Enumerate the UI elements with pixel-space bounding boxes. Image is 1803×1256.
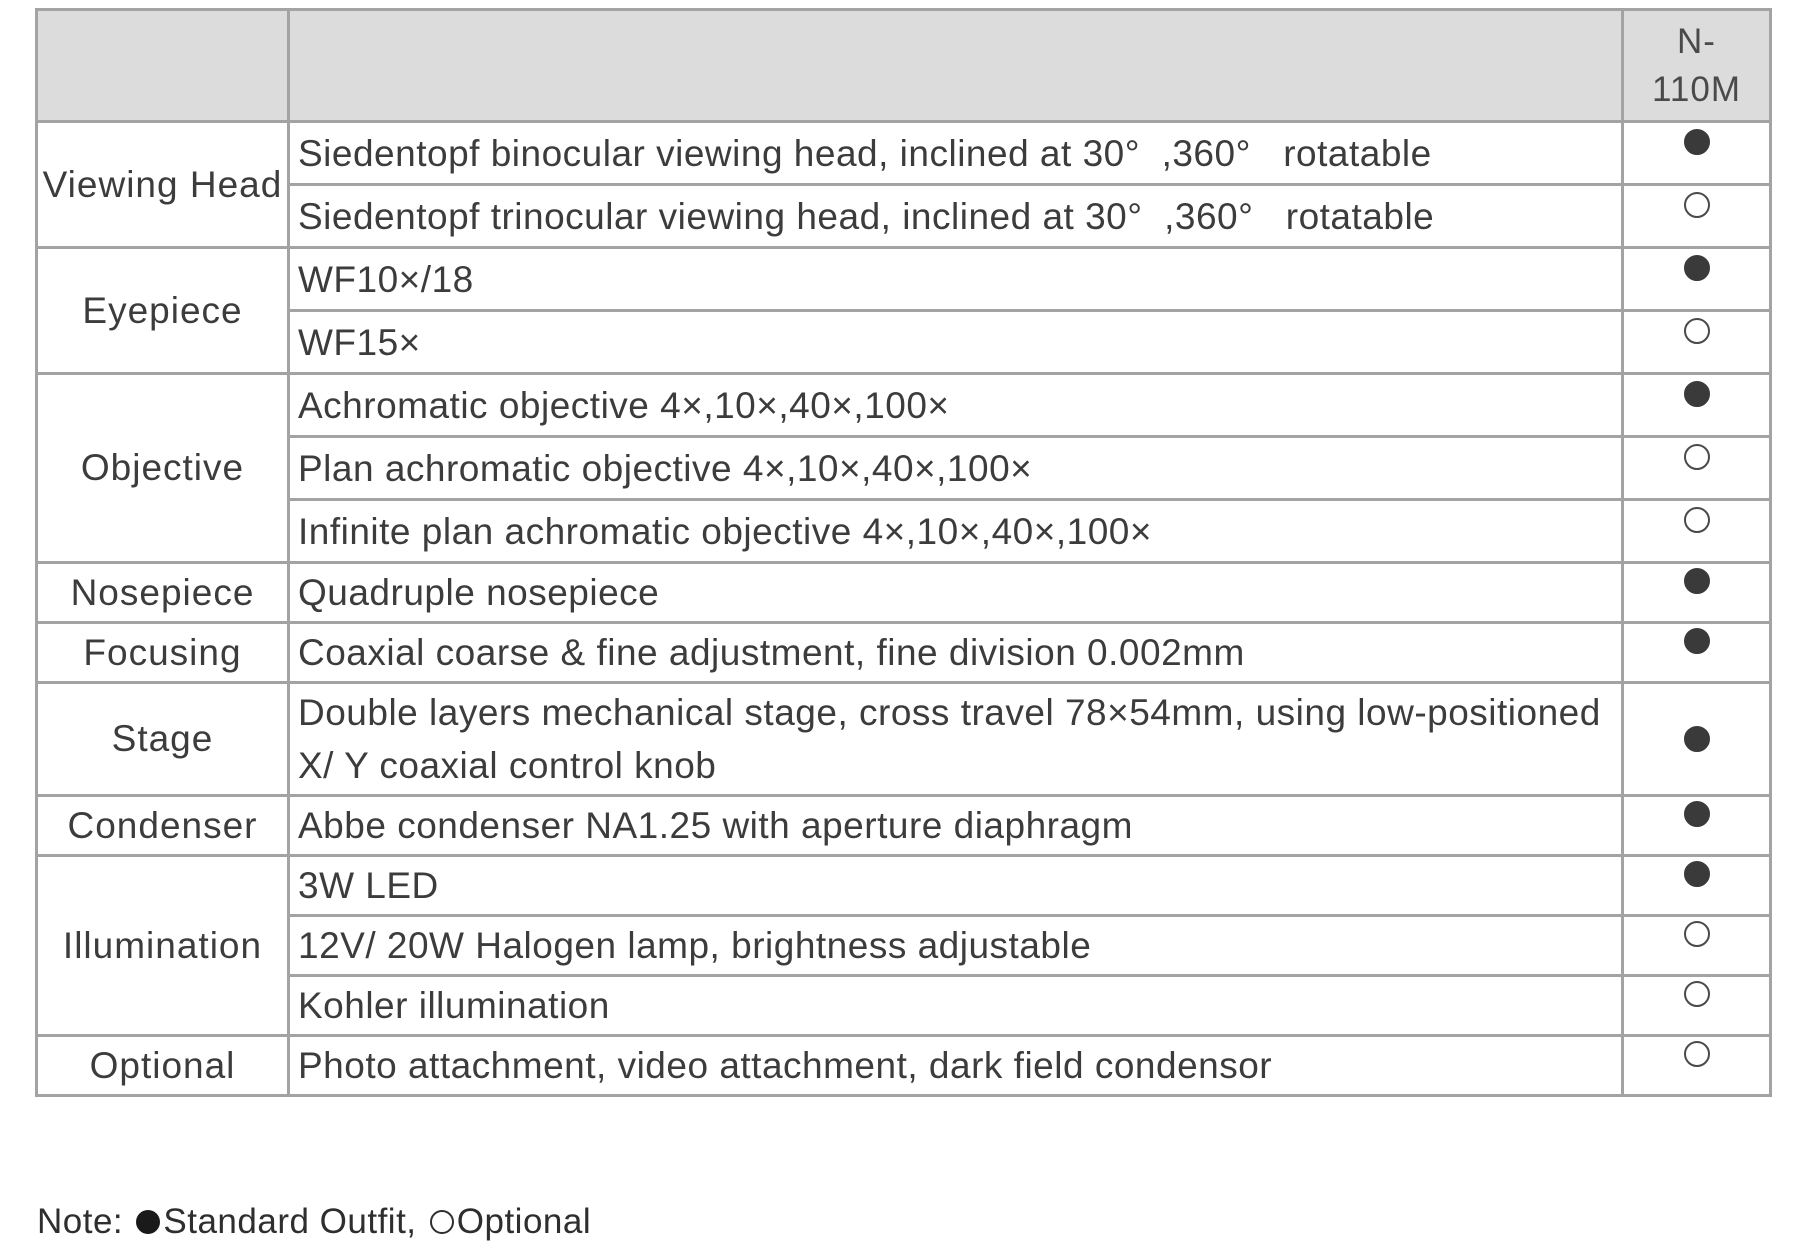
table-row	[37, 563, 1771, 623]
table-row	[37, 185, 1771, 248]
row-mark	[1623, 311, 1771, 374]
table-header-row	[37, 10, 1771, 122]
model-label-line2: 110M	[1652, 69, 1741, 109]
note-prefix: Note:	[37, 1202, 134, 1241]
table-row	[37, 856, 1771, 916]
category-condenser: Condenser	[37, 796, 289, 856]
row-description: Plan achromatic objective 4×,10×,40×,100×	[289, 437, 1623, 500]
row-description: Quadruple nosepiece	[289, 563, 1623, 623]
note-optional-label: Optional	[456, 1202, 592, 1241]
standard-filled-circle-icon	[1684, 381, 1710, 407]
row-description: Abbe condenser NA1.25 with aperture diaphragm	[289, 796, 1623, 856]
table-row	[37, 623, 1771, 683]
legend-hollow-circle-icon	[430, 1210, 454, 1234]
table-row	[37, 122, 1771, 185]
row-description: 3W LED	[289, 856, 1623, 916]
model-label-line1: N-	[1677, 21, 1716, 61]
category-viewing-head: Viewing Head	[37, 122, 289, 248]
row-description: Double layers mechanical stage, cross travel 78×54mm, using low-positioned X/ Y coaxial control knob	[289, 683, 1623, 796]
row-description: WF10×/18	[289, 248, 1623, 311]
legend-note	[37, 1200, 591, 1244]
optional-hollow-circle-icon	[1684, 318, 1710, 344]
row-mark	[1623, 500, 1771, 563]
category-eyepiece: Eyepiece	[37, 248, 289, 374]
row-description: Kohler illumination	[289, 976, 1623, 1036]
standard-filled-circle-icon	[1684, 861, 1710, 887]
category-objective: Objective	[37, 374, 289, 563]
table-row	[37, 683, 1771, 796]
spec-table	[35, 8, 1772, 1097]
row-mark	[1623, 248, 1771, 311]
row-mark	[1623, 437, 1771, 500]
table-row	[37, 796, 1771, 856]
standard-filled-circle-icon	[1684, 801, 1710, 827]
header-blank-description	[289, 10, 1623, 122]
standard-filled-circle-icon	[1684, 568, 1710, 594]
legend-filled-circle-icon	[136, 1210, 160, 1234]
row-mark	[1623, 623, 1771, 683]
row-description: Photo attachment, video attachment, dark field condensor	[289, 1036, 1623, 1096]
model-header	[1623, 10, 1771, 122]
row-mark	[1623, 1036, 1771, 1096]
row-mark	[1623, 122, 1771, 185]
optional-hollow-circle-icon	[1684, 507, 1710, 533]
table-row	[37, 976, 1771, 1036]
category-illumination: Illumination	[37, 856, 289, 1036]
row-description: Siedentopf binocular viewing head, inclined at 30° ,360° rotatable	[289, 122, 1623, 185]
table-row	[37, 500, 1771, 563]
table-row	[37, 916, 1771, 976]
row-description: Siedentopf trinocular viewing head, inclined at 30° ,360° rotatable	[289, 185, 1623, 248]
table-row	[37, 248, 1771, 311]
optional-hollow-circle-icon	[1684, 921, 1710, 947]
row-mark	[1623, 796, 1771, 856]
table-row	[37, 374, 1771, 437]
row-description: Coaxial coarse & fine adjustment, fine division 0.002mm	[289, 623, 1623, 683]
row-mark	[1623, 185, 1771, 248]
row-mark	[1623, 856, 1771, 916]
category-optional: Optional	[37, 1036, 289, 1096]
table-row	[37, 437, 1771, 500]
row-mark	[1623, 916, 1771, 976]
standard-filled-circle-icon	[1684, 255, 1710, 281]
row-mark	[1623, 563, 1771, 623]
table-row	[37, 311, 1771, 374]
category-stage: Stage	[37, 683, 289, 796]
category-nosepiece: Nosepiece	[37, 563, 289, 623]
standard-filled-circle-icon	[1684, 129, 1710, 155]
row-mark	[1623, 374, 1771, 437]
category-focusing: Focusing	[37, 623, 289, 683]
row-description: Infinite plan achromatic objective 4×,10×,40×,100×	[289, 500, 1623, 563]
row-description: 12V/ 20W Halogen lamp, brightness adjustable	[289, 916, 1623, 976]
optional-hollow-circle-icon	[1684, 981, 1710, 1007]
table-row	[37, 1036, 1771, 1096]
optional-hollow-circle-icon	[1684, 192, 1710, 218]
header-blank-category	[37, 10, 289, 122]
row-description: Achromatic objective 4×,10×,40×,100×	[289, 374, 1623, 437]
optional-hollow-circle-icon	[1684, 1041, 1710, 1067]
standard-filled-circle-icon	[1684, 628, 1710, 654]
standard-filled-circle-icon	[1684, 726, 1710, 752]
row-mark	[1623, 976, 1771, 1036]
row-description: WF15×	[289, 311, 1623, 374]
note-standard-label: Standard Outfit,	[163, 1202, 427, 1241]
optional-hollow-circle-icon	[1684, 444, 1710, 470]
row-mark	[1623, 683, 1771, 796]
